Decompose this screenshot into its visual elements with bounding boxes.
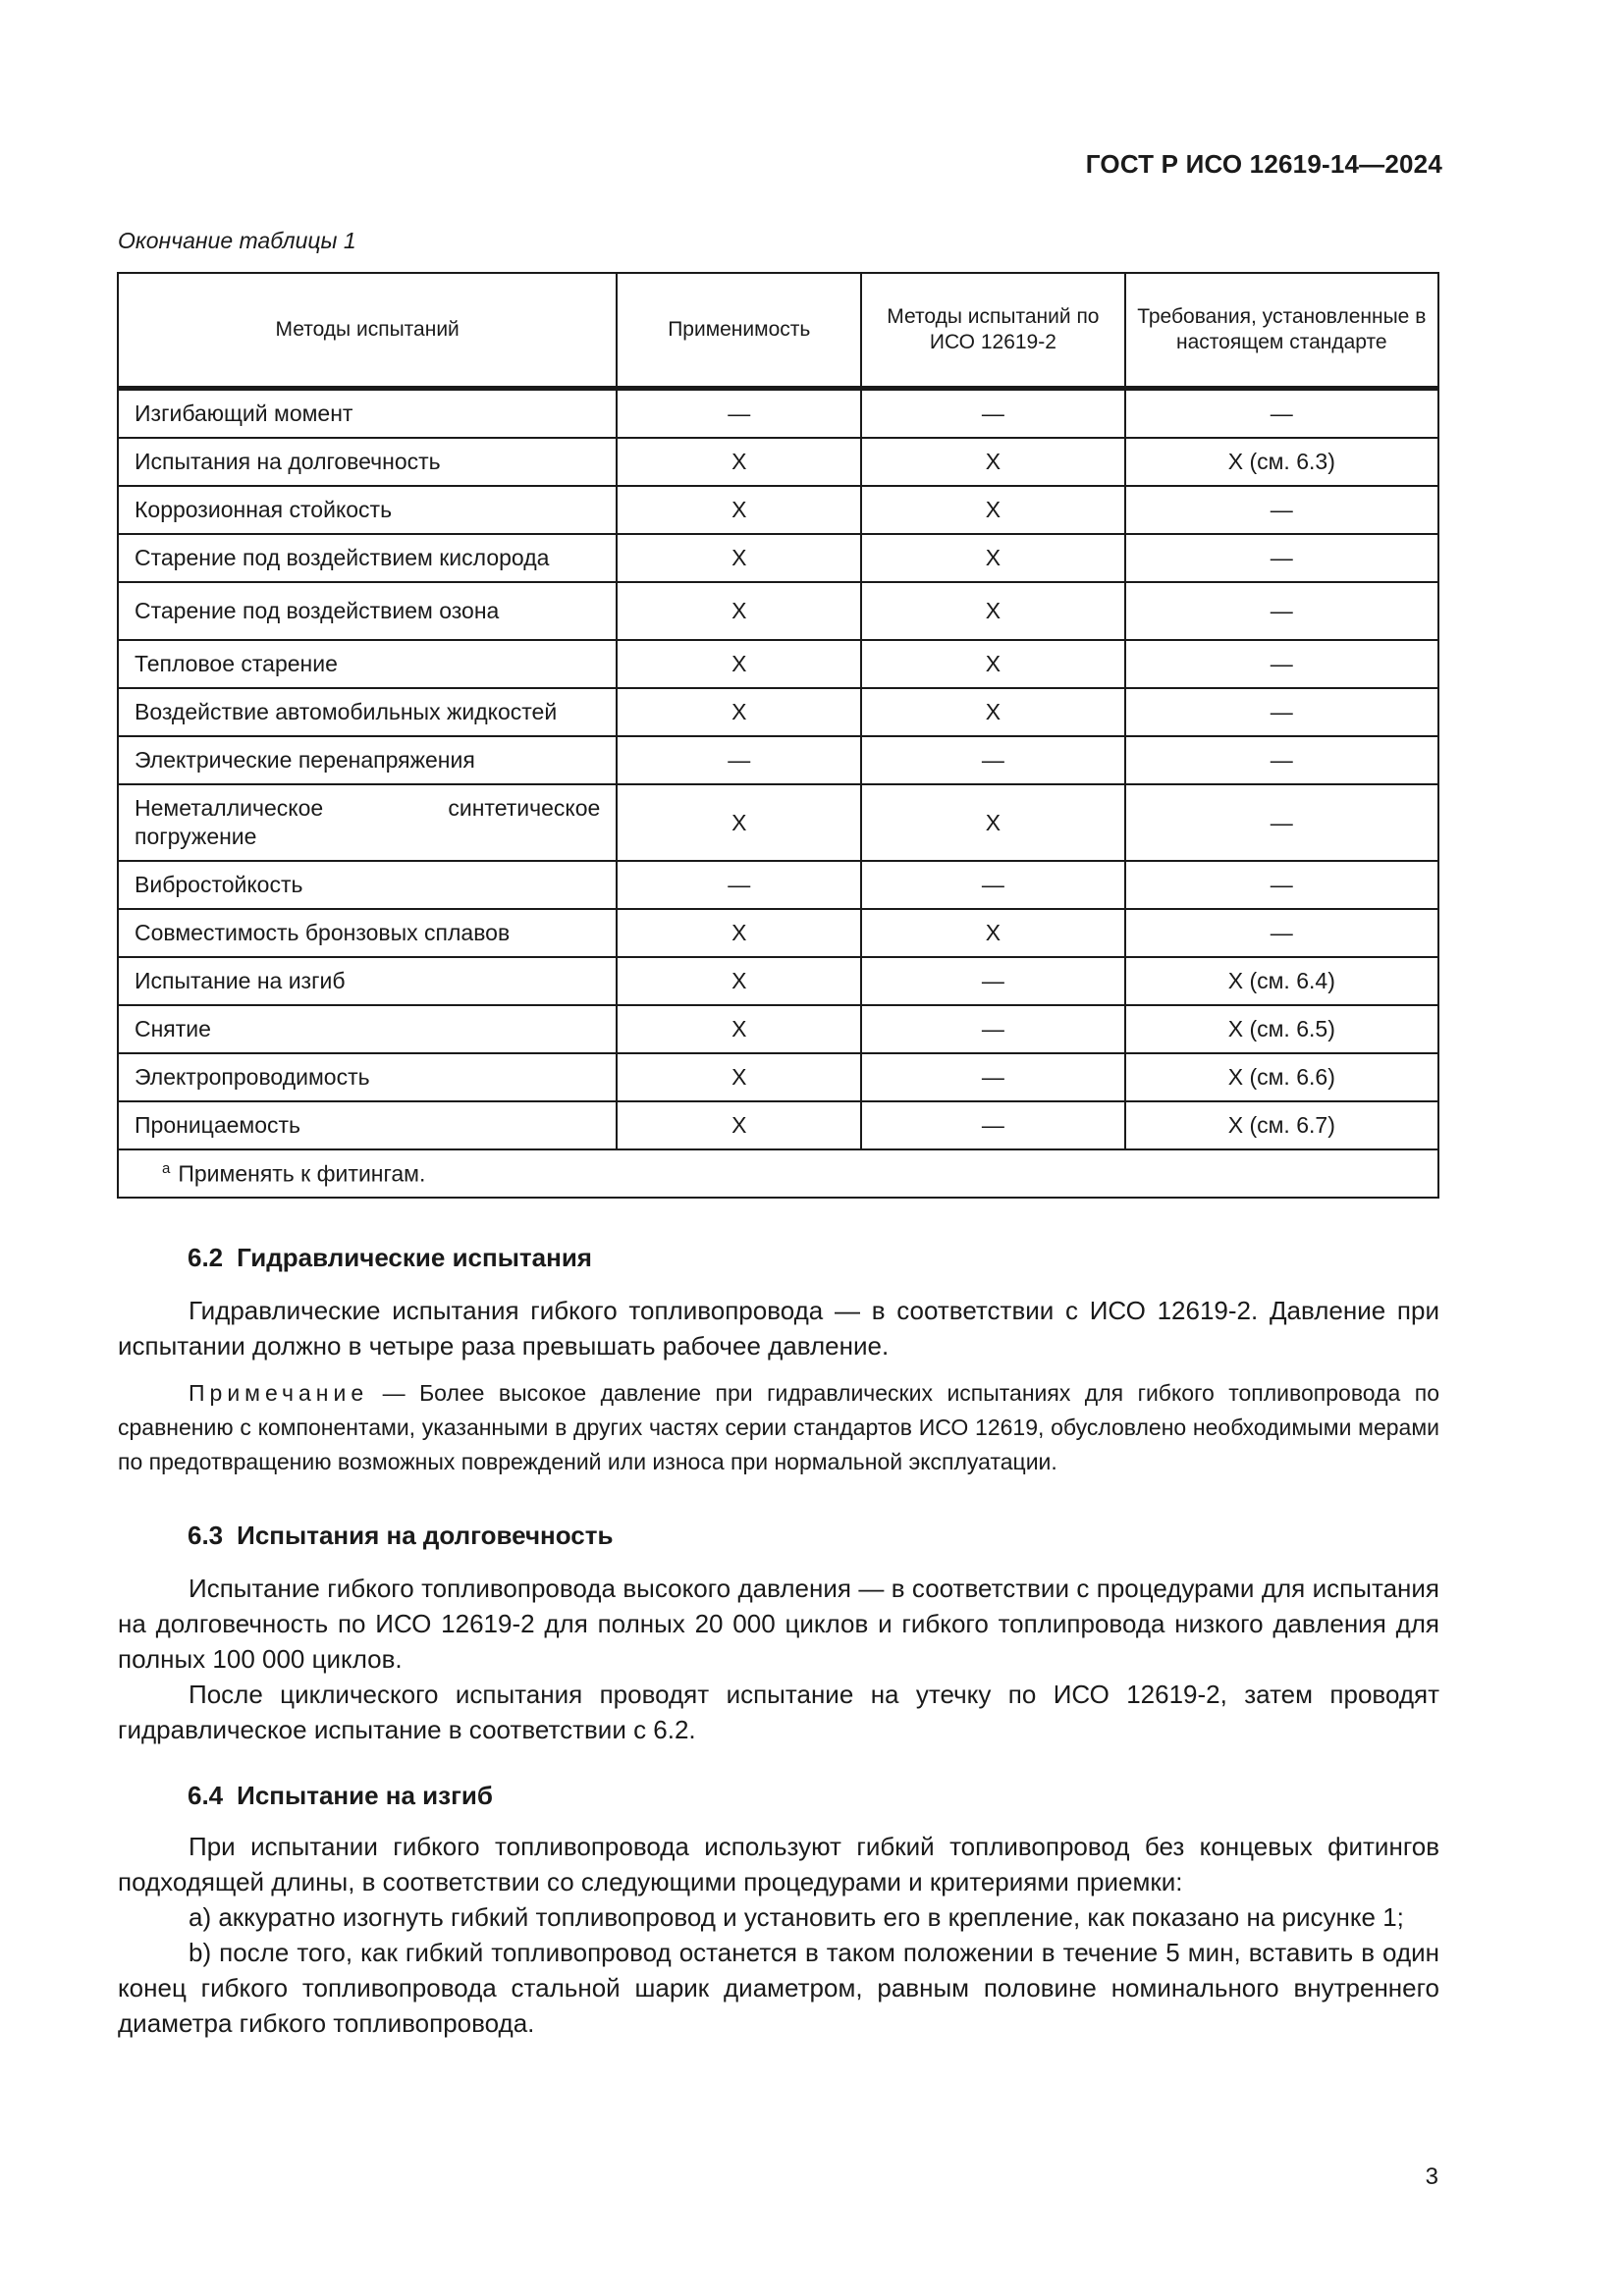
- column-header-iso-methods: Методы испытаний по ИСО 12619-2: [861, 273, 1124, 389]
- table-row: [118, 688, 1438, 736]
- note-text: — Более высокое давление при гидравлических испытаниях для гибкого топливопровода по сравнению с компонентами, указанными в других частях серии стандартов ИСО 12619, обусловлено необходимыми мерами по предотвращению возможных повреждений или износа при нормальной эксплуатации.: [118, 1380, 1439, 1474]
- cell-requirement: —: [1125, 909, 1438, 957]
- column-header-requirements: Требования, установленные в настоящем стандарте: [1125, 273, 1438, 389]
- cell-iso-method: X: [861, 486, 1124, 534]
- cell-applicability: —: [617, 736, 861, 784]
- cell-applicability: —: [617, 861, 861, 909]
- cell-iso-method: X: [861, 784, 1124, 861]
- cell-requirement: —: [1125, 582, 1438, 640]
- cell-requirement: —: [1125, 688, 1438, 736]
- test-methods-table: [117, 272, 1439, 1199]
- column-header-applicability: Применимость: [617, 273, 861, 389]
- cell-requirement: —: [1125, 486, 1438, 534]
- cell-requirement: X (см. 6.5): [1125, 1005, 1438, 1053]
- section-number: 6.4: [188, 1781, 224, 1810]
- cell-iso-method: —: [861, 957, 1124, 1005]
- cell-iso-method: —: [861, 861, 1124, 909]
- cell-requirement: —: [1125, 861, 1438, 909]
- footnote-text: Применять к фитингам.: [178, 1160, 426, 1187]
- cell-method: Тепловое старение: [118, 640, 617, 688]
- cell-applicability: X: [617, 534, 861, 582]
- cell-requirement: —: [1125, 784, 1438, 861]
- table-row: [118, 736, 1438, 784]
- table-row: [118, 389, 1438, 439]
- cell-method: Снятие: [118, 1005, 617, 1053]
- cell-method: Вибростойкость: [118, 861, 617, 909]
- cell-iso-method: X: [861, 688, 1124, 736]
- cell-applicability: X: [617, 1053, 861, 1101]
- section-title: Испытание на изгиб: [237, 1781, 493, 1810]
- table-caption: Окончание таблицы 1: [118, 228, 356, 253]
- cell-applicability: X: [617, 582, 861, 640]
- cell-applicability: X: [617, 486, 861, 534]
- cell-method: Электрические перенапряжения: [118, 736, 617, 784]
- table-footnote-row: [118, 1149, 1438, 1198]
- cell-requirement: —: [1125, 389, 1438, 439]
- cell-applicability: —: [617, 389, 861, 439]
- cell-method: Испытание на изгиб: [118, 957, 617, 1005]
- cell-method: Электропроводимость: [118, 1053, 617, 1101]
- section-6-4-body: [118, 1829, 1439, 2041]
- cell-iso-method: X: [861, 582, 1124, 640]
- cell-method: Совместимость бронзовых сплавов: [118, 909, 617, 957]
- table-row: [118, 438, 1438, 486]
- table-row: [118, 861, 1438, 909]
- cell-applicability: X: [617, 438, 861, 486]
- cell-method: Проницаемость: [118, 1101, 617, 1149]
- cell-requirement: X (см. 6.4): [1125, 957, 1438, 1005]
- column-header-methods: Методы испытаний: [118, 273, 617, 389]
- section-title: Испытания на долговечность: [237, 1521, 614, 1550]
- table-footnote: [118, 1149, 1438, 1198]
- cell-applicability: X: [617, 1005, 861, 1053]
- section-6-3-heading: [188, 1521, 613, 1551]
- table-row: [118, 534, 1438, 582]
- cell-applicability: X: [617, 1101, 861, 1149]
- cell-iso-method: X: [861, 909, 1124, 957]
- section-6-2-body: [118, 1293, 1439, 1363]
- table-row: [118, 1101, 1438, 1149]
- cell-requirement: —: [1125, 736, 1438, 784]
- cell-iso-method: X: [861, 534, 1124, 582]
- table-row: [118, 909, 1438, 957]
- section-number: 6.2: [188, 1243, 224, 1272]
- document-code: ГОСТ Р ИСО 12619-14—2024: [1085, 149, 1442, 179]
- table-header-row: [118, 273, 1438, 389]
- paragraph: Испытание гибкого топливопровода высокого давления — в соответствии с процедурами для испытания на долговечность по ИСО 12619-2 для полных 20 000 циклов и гибкого топлипровода низкого давления для полных 100 000 циклов.: [118, 1574, 1439, 1674]
- table-row: [118, 957, 1438, 1005]
- cell-iso-method: X: [861, 438, 1124, 486]
- section-6-2-heading: [188, 1243, 592, 1273]
- table-row: [118, 1005, 1438, 1053]
- cell-requirement: X (см. 6.7): [1125, 1101, 1438, 1149]
- page-number: 3: [1425, 2163, 1438, 2190]
- section-number: 6.3: [188, 1521, 224, 1550]
- cell-method: Воздействие автомобильных жидкостей: [118, 688, 617, 736]
- cell-iso-method: —: [861, 1005, 1124, 1053]
- section-6-2-note: [118, 1376, 1439, 1479]
- cell-method: Испытания на долговечность: [118, 438, 617, 486]
- section-6-4-heading: [188, 1781, 493, 1811]
- table-row: [118, 784, 1438, 861]
- table-row: [118, 582, 1438, 640]
- table-row: [118, 640, 1438, 688]
- cell-applicability: X: [617, 957, 861, 1005]
- section-title: Гидравлические испытания: [237, 1243, 592, 1272]
- cell-method: Изгибающий момент: [118, 389, 617, 439]
- table-row: [118, 486, 1438, 534]
- cell-requirement: —: [1125, 640, 1438, 688]
- section-6-3-body: [118, 1571, 1439, 1747]
- cell-applicability: X: [617, 784, 861, 861]
- footnote-marker: a: [162, 1159, 171, 1177]
- cell-applicability: X: [617, 640, 861, 688]
- cell-iso-method: —: [861, 1053, 1124, 1101]
- cell-method: Коррозионная стойкость: [118, 486, 617, 534]
- table-row: [118, 1053, 1438, 1101]
- cell-method: Неметаллическое синтетическое погружение: [118, 784, 617, 861]
- cell-iso-method: —: [861, 1101, 1124, 1149]
- cell-applicability: X: [617, 909, 861, 957]
- note-paragraph: [118, 1376, 1439, 1479]
- cell-iso-method: —: [861, 389, 1124, 439]
- cell-requirement: X (см. 6.6): [1125, 1053, 1438, 1101]
- cell-iso-method: X: [861, 640, 1124, 688]
- cell-method: Старение под воздействием кислорода: [118, 534, 617, 582]
- cell-requirement: —: [1125, 534, 1438, 582]
- list-item-b: b) после того, как гибкий топливопровод останется в таком положении в течение 5 мин, вставить в один конец гибкого топливопровода стальной шарик диаметром, равным половине номинального внутреннего диаметра гибкого топливопровода.: [118, 1938, 1439, 2038]
- list-item-a: а) аккуратно изогнуть гибкий топливопровод и установить его в крепление, как показано на рисунке 1;: [189, 1902, 1404, 1932]
- cell-requirement: X (см. 6.3): [1125, 438, 1438, 486]
- cell-method: Старение под воздействием озона: [118, 582, 617, 640]
- paragraph: Гидравлические испытания гибкого топливопровода — в соответствии с ИСО 12619-2. Давление при испытании должно в четыре раза превышать рабочее давление.: [118, 1296, 1439, 1361]
- cell-applicability: X: [617, 688, 861, 736]
- paragraph: При испытании гибкого топливопровода используют гибкий топливопровод без концевых фитингов подходящей длины, в соответствии со следующими процедурами и критериями приемки:: [118, 1832, 1439, 1896]
- cell-iso-method: —: [861, 736, 1124, 784]
- paragraph: После циклического испытания проводят испытание на утечку по ИСО 12619-2, затем проводят гидравлическое испытание в соответствии с 6.2.: [118, 1680, 1439, 1744]
- note-label: Примечание: [189, 1380, 369, 1406]
